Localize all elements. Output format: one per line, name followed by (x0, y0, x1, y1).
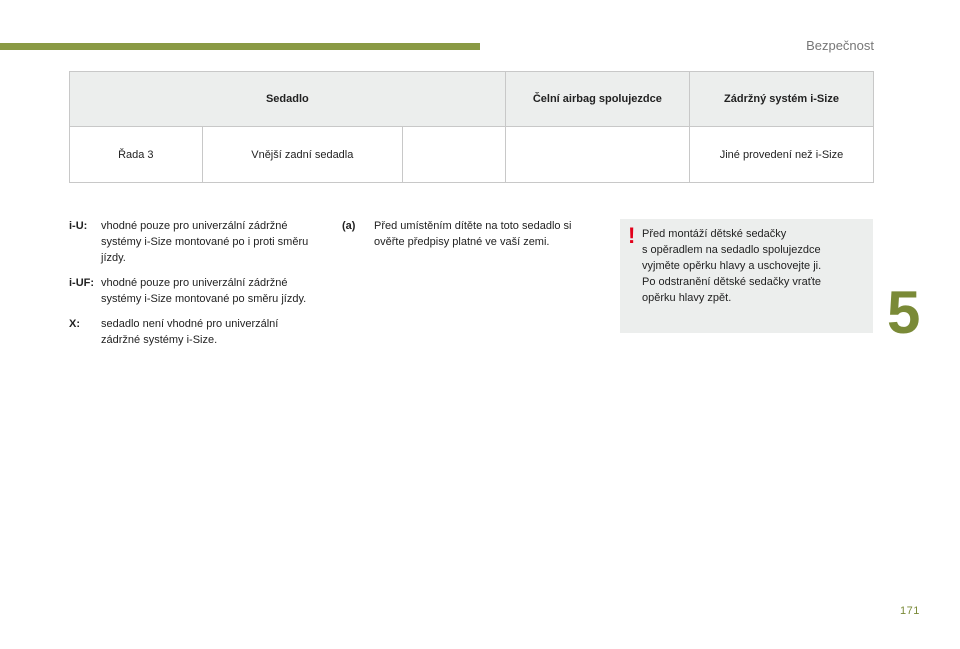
section-title: Bezpečnost (806, 38, 874, 53)
note-text: Před umístěním dítěte na toto sedadlo si ověřte předpisy platné ve vaší zemi. (374, 220, 572, 248)
isize-value: Jiné provedení než i-Size (689, 127, 873, 183)
header-isize: Zádržný systém i-Size (689, 72, 873, 127)
chapter-number: 5 (887, 279, 921, 346)
legend-item (69, 275, 319, 307)
header-seat: Sedadlo (70, 72, 506, 127)
warning-box (620, 219, 873, 333)
legend-key: i-U: (69, 220, 88, 232)
legend-item (69, 316, 319, 348)
top-accent-bar (0, 43, 480, 50)
header-airbag: Čelní airbag spolujezdce (505, 72, 689, 127)
seat-table (69, 71, 874, 183)
cell-empty-1 (402, 127, 505, 183)
table-header-row (70, 72, 874, 127)
warning-line: s opěradlem na sedadlo spolujezdce (642, 244, 821, 256)
note (342, 218, 602, 250)
seat-position: Vnější zadní sedadla (202, 127, 402, 183)
note-key: (a) (342, 220, 356, 232)
table-row (70, 127, 874, 183)
warning-line: opěrku hlavy zpět. (642, 292, 732, 304)
warning-line: vyjměte opěrku hlavy a uschovejte ji. (642, 260, 822, 272)
legend-text: vhodné pouze pro univerzální zádržné systémy i-Size montované po směru jízdy. (101, 277, 307, 305)
row-label: Řada 3 (70, 127, 203, 183)
legend-item (69, 218, 319, 266)
legend-key: i-UF: (69, 277, 95, 289)
cell-empty-2 (505, 127, 689, 183)
exclamation-icon: ! (628, 223, 636, 248)
warning-text (642, 226, 865, 306)
legend (69, 218, 319, 357)
legend-text: vhodné pouze pro univerzální zádržné systémy i-Size montované po i proti směru jízdy. (101, 220, 309, 264)
page-number: 171 (900, 605, 920, 617)
warning-line: Po odstranění dětské sedačky vraťte (642, 276, 822, 288)
legend-text: sedadlo není vhodné pro univerzální zádržné systémy i-Size. (101, 318, 279, 346)
warning-line: Před montáží dětské sedačky (642, 228, 787, 240)
legend-key: X: (69, 318, 80, 330)
